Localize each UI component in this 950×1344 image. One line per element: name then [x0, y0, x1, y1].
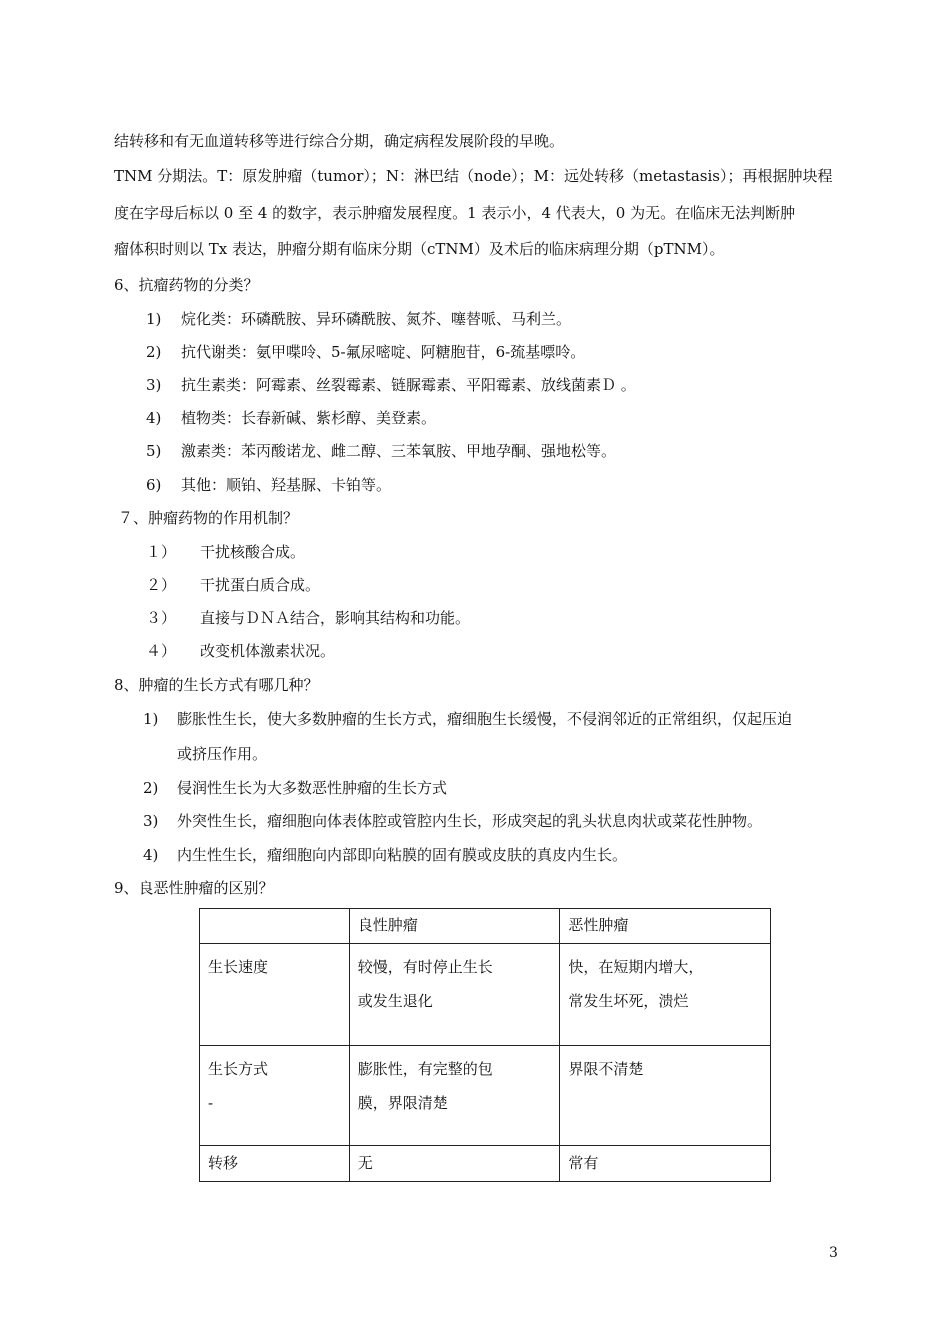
cell-text: 常有	[568, 1154, 599, 1172]
list-number: 4)	[146, 409, 162, 427]
cell-text: 膨胀性，有完整的包	[357, 1060, 493, 1078]
cell-text: 界限不清楚	[568, 1060, 644, 1078]
cell-text: 转移	[208, 1154, 239, 1172]
section-heading: 9、良恶性肿瘤的区别？	[114, 879, 274, 897]
intro-line: 度在字母后标以 0 至 4 的数字，表示肿瘤发展程度。1 表示小，4 代表大，0 为无。在临床无法判断肿	[114, 204, 796, 222]
table-row	[200, 944, 771, 1046]
intro-line: TNM 分期法。T：原发肿瘤（tumor）；N：淋巴结（node）；M：远处转移（metastasis）；再根据肿块程	[114, 167, 833, 185]
table-header-row	[200, 909, 771, 944]
section-heading: 6、抗瘤药物的分类？	[114, 276, 259, 294]
list-number: ２）	[146, 576, 177, 594]
section-heading: ７、肿瘤药物的作用机制？	[118, 509, 299, 527]
table-header-cell: 良性肿瘤	[349, 909, 560, 944]
table-row	[200, 1046, 771, 1146]
page-number: 3	[829, 1245, 838, 1261]
list-number: 1)	[143, 710, 159, 728]
list-text: 干扰核酸合成。	[200, 543, 306, 561]
table-cell-label	[200, 944, 350, 1046]
table-cell	[349, 944, 560, 1046]
list-text: 膨胀性生长，使大多数肿瘤的生长方式，瘤细胞生长缓慢，不侵润邻近的正常组织，仅起压迫	[177, 710, 793, 728]
section-heading: 8、肿瘤的生长方式有哪几种？	[114, 676, 319, 694]
cell-text: 生长速度	[208, 958, 269, 976]
cell-text: 无	[357, 1154, 373, 1172]
table-header-cell: 恶性肿瘤	[560, 909, 771, 944]
list-number: 3)	[143, 812, 159, 830]
list-text: 植物类：长春新碱、紫杉醇、美登素。	[181, 409, 437, 427]
list-text: 烷化类：环磷酰胺、异环磷酰胺、氮芥、噻替哌、马利兰。	[181, 310, 572, 328]
table-cell	[349, 1046, 560, 1146]
table-row	[200, 1146, 771, 1182]
list-number: 4)	[143, 846, 159, 864]
list-number: 6)	[146, 476, 162, 494]
list-text: 改变机体激素状况。	[200, 642, 336, 660]
list-number: 1)	[146, 310, 162, 328]
cell-text: 较慢，有时停止生长	[357, 958, 493, 976]
table-cell-label	[200, 1146, 350, 1182]
list-number: 2)	[143, 779, 159, 797]
cell-text: 或发生退化	[357, 992, 433, 1010]
table-cell	[349, 1146, 560, 1182]
list-text: 抗代谢类：氨甲喋呤、5-氟尿嘧啶、阿糖胞苷，6-巯基嘌呤。	[181, 343, 586, 361]
list-number: 2)	[146, 343, 162, 361]
table-cell	[560, 1046, 771, 1146]
list-number: ３）	[146, 609, 177, 627]
table-cell	[560, 1146, 771, 1182]
list-text: 侵润性生长为大多数恶性肿瘤的生长方式	[177, 779, 448, 797]
list-text: 其他：顺铂、羟基脲、卡铂等。	[181, 476, 392, 494]
table-header-cell	[200, 909, 350, 944]
intro-line: 结转移和有无血道转移等进行综合分期，确定病程发展阶段的早晚。	[114, 132, 565, 150]
list-text: 激素类：苯丙酸诺龙、雌二醇、三苯氧胺、甲地孕酮、强地松等。	[181, 442, 617, 460]
cell-text: 常发生坏死，溃烂	[568, 992, 689, 1010]
list-number: 5)	[146, 442, 162, 460]
intro-line: 瘤体积时则以 Tx 表达，肿瘤分期有临床分期（cTNM）及术后的临床病理分期（pTNM）。	[114, 240, 725, 258]
cell-text: 生长方式	[208, 1060, 269, 1078]
comparison-table	[199, 908, 771, 1182]
list-number: １）	[146, 543, 177, 561]
cell-text: 膜，界限清楚	[357, 1094, 448, 1112]
list-text: 抗生素类：阿霉素、丝裂霉素、链脲霉素、平阳霉素、放线菌素Ｄ 。	[181, 376, 636, 394]
cell-text: -	[208, 1094, 214, 1112]
list-text: 内生性生长，瘤细胞向内部即向粘膜的固有膜或皮肤的真皮内生长。	[177, 846, 628, 864]
list-number: ４）	[146, 642, 177, 660]
table-cell-label	[200, 1046, 350, 1146]
list-text: 直接与ＤＮＡ结合，影响其结构和功能。	[200, 609, 471, 627]
list-text: 或挤压作用。	[177, 745, 268, 763]
list-text: 外突性生长，瘤细胞向体表体腔或管腔内生长，形成突起的乳头状息肉状或菜花性肿物。	[177, 812, 763, 830]
list-text: 干扰蛋白质合成。	[200, 576, 321, 594]
list-number: 3)	[146, 376, 162, 394]
table-cell	[560, 944, 771, 1046]
cell-text: 快，在短期内增大，	[568, 958, 704, 976]
